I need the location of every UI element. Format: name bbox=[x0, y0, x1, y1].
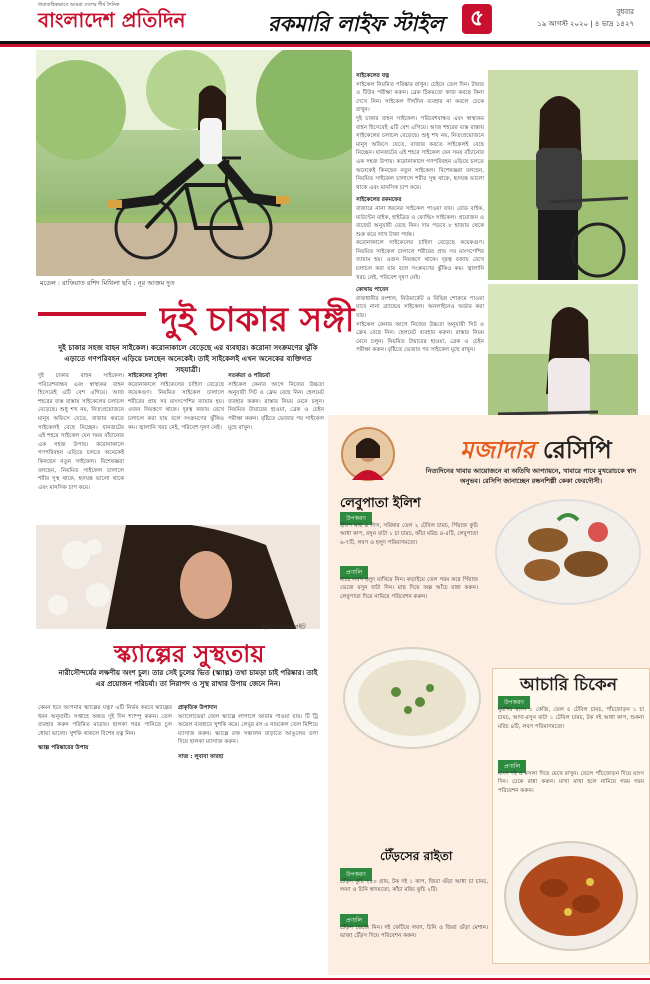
article-column-1 bbox=[38, 372, 124, 512]
scalp-col2-text: অ্যালোভেরা জেল স্ক্যাল্পে লাগালে আরাম পাওয়া যায়। টি ট্রি অয়েল ব্যবহারে খুশকি কমে। লেবুর রস ও নারকেল তেল মিশিয়ে ম্যাসাজ করুন। স্ক্যাল্পে রক্ত সঞ্চালন বাড়াতে আঙুলের ডগা দিয়ে হালকা ম্যাসাজ করুন। bbox=[178, 713, 318, 746]
right-text-column bbox=[356, 72, 484, 468]
right-photo-top bbox=[488, 70, 638, 280]
col2-text: করোনাকালে সাইকেলের চাহিদা বেড়েছে কয়েকগুণ। নিয়মিত সাইকেল চালালে শরীরের প্রায় সব মাংসপেশির ব্যায়াম হয়। ওজন নিয়ন্ত্রণে থাকে। দূরত্ব বজায় রেখে চলাচল করা যায় বলে সংক্রমণের ঝুঁকিও কম। জ্বালানি খরচ নেই, পরিবেশ দূষণ নেই। bbox=[128, 381, 224, 431]
article-headline: দুই চাকার সঙ্গী bbox=[160, 300, 355, 340]
dateline bbox=[537, 6, 634, 30]
right-paragraph-2b: করোনাকালে সাইকেলের চাহিদা বেড়েছে কয়েকগুণ। নিয়মিত সাইকেল চালালে শরীরের প্রায় সব মাংসপেশির ব্যায়াম হয়। ওজন নিয়ন্ত্রণে থাকে। দূরত্ব বজায় রেখে চলাচল করা যায় বলে সংক্রমণের ঝুঁকিও কম। জ্বালানি খরচ নেই, পরিবেশ দূষণ নেই। bbox=[356, 240, 484, 281]
dish-2-ingredients: টেঁড়স কুচি ২৫০ গ্রাম, টক দই ১ কাপ, জিরা গুঁড়া আধা চা চামচ, লবণ ও চিনি স্বাদমতো, কাঁচা মরিচ কুচি ২টি। bbox=[340, 879, 488, 894]
page-number: ৫ bbox=[462, 4, 492, 34]
dish-1-photo bbox=[488, 490, 646, 610]
scalp-lead: নারীসৌন্দর্যের লক্ষণীয় অংশ চুল। তার সেই চুলের ভিত (স্ক্যাল্প) তথা চামড়া চাই পরিষ্কার। তাই এর প্রয়োজন পরিচর্যা। তা নিরাপদ ও সুস্থ রাখার উপায় জেনে নিন। bbox=[58, 669, 318, 688]
cyclist-portrait-1 bbox=[488, 70, 638, 280]
lemon-hilsa-illustration bbox=[488, 490, 646, 610]
dish-3-method-tag: প্রণালি bbox=[498, 760, 526, 773]
main-photo-cyclist bbox=[36, 50, 352, 276]
right-paragraph-3: রাজধানীর বংশাল, নিউমার্কেট ও বিভিন্ন শোরুমে পাওয়া যাবে নানা ব্র্যান্ডের সাইকেল। অনলাইনেও অর্ডার করা যায়। bbox=[356, 295, 484, 320]
article-column-3 bbox=[228, 372, 324, 512]
achari-chicken-illustration bbox=[498, 832, 644, 958]
dish-2-method-tag: প্রণালি bbox=[340, 914, 368, 927]
recipe-title-right: রেসিপি bbox=[542, 436, 612, 464]
right-paragraph-3b: সাইকেল কেনার আগে নিজের উচ্চতা অনুযায়ী সিট ও ফ্রেম বেছে নিন। হেলমেট ব্যবহার করুন। রাস্তার নিয়ম মেনে চলুন। নিয়মিত টায়ারের হাওয়া, ব্রেক ও চেইন পরীক্ষা করুন। বৃষ্টিতে ভেজার পর সাইকেল মুছে রাখুন। bbox=[356, 321, 484, 354]
dish-2-photo bbox=[336, 636, 488, 758]
day: বুধবার bbox=[616, 8, 634, 16]
right-paragraph-1b: দুই চাকার বাহন সাইকেল। পরিবেশবান্ধব এবং স্বাস্থ্যকর বাহন হিসেবেই এটি বেশ এগিয়ে। আজ শহরের ব্যস্ত রাস্তায় সাইকেলের চলাচল বেড়েছে। শুধু শখ নয়, নিত্যপ্রয়োজনে মানুষ অফিসে যেতে, বাজার করতে সাইকেলই বেছে নিচ্ছেন। যানজটের এই শহরে সাইকেল যেন সময় বাঁচানোর এক সহজ উপায়। করোনাকালে গণপরিবহন এড়িয়ে চলতে অনেকেই কিনছেন নতুন সাইকেল। বিশেষজ্ঞরা বলছেন, নিয়মিত সাইকেল চালালে শরীর সুস্থ থাকে, হৃদযন্ত্র ভালো থাকে এবং মানসিক চাপ কমে। bbox=[356, 115, 484, 191]
okra-raita-illustration bbox=[336, 636, 488, 758]
scalp-column-2 bbox=[178, 704, 318, 974]
col3-text: সাইকেল কেনার আগে নিজের উচ্চতা অনুযায়ী সিট ও ফ্রেম বেছে নিন। হেলমেট ব্যবহার করুন। রাস্তার নিয়ম মেনে চলুন। নিয়মিত টায়ারের হাওয়া, ব্রেক ও চেইন পরীক্ষা করুন। বৃষ্টিতে ভেজার পর সাইকেল মুছে রাখুন। bbox=[228, 381, 324, 431]
right-subhead-3: কোথায় পাবেন bbox=[356, 287, 389, 294]
right-paragraph-2: বাজারে নানা ধরনের সাইকেল পাওয়া যায়। রোড বাইক, মাউন্টেন বাইক, হাইব্রিড ও ফোল্ডিং সাইকেল। প্রয়োজন ও বাজেট অনুযায়ী বেছে নিন। দাম পড়বে ৮ হাজার থেকে শুরু করে লাখ টাকা পর্যন্ত। bbox=[356, 205, 484, 238]
recipe-title-left: মজাদার bbox=[460, 436, 535, 464]
newspaper-logo[interactable]: বাংলাদেশ প্রতিদিন bbox=[38, 8, 186, 32]
scalp-credit-end: সাজ : লুবাবা ফারহা bbox=[178, 753, 224, 760]
dish-2-ingredients-tag: উপকরণ bbox=[340, 868, 372, 881]
dish-3-ingredients-tag: উপকরণ bbox=[498, 696, 530, 709]
article-column-2 bbox=[128, 372, 224, 512]
dish-3-title: আচারি চিকেন bbox=[520, 675, 617, 695]
col1-text: দুই চাকার বাহন সাইকেল। পরিবেশবান্ধব এবং স্বাস্থ্যকর বাহন হিসেবেই এটি বেশ এগিয়ে। আজ শহরের ব্যস্ত রাস্তায় সাইকেলের চলাচল বেড়েছে। শুধু শখ নয়, নিত্যপ্রয়োজনে মানুষ অফিসে যেতে, বাজার করতে সাইকেলই বেছে নিচ্ছেন। যানজটের এই শহরে সাইকেল যেন সময় বাঁচানোর এক সহজ উপায়। করোনাকালে গণপরিবহন এড়িয়ে চলতে অনেকেই কিনছেন নতুন সাইকেল। বিশেষজ্ঞরা বলছেন, নিয়মিত সাইকেল চালালে শরীর সুস্থ থাকে, হৃদযন্ত্র ভালো থাকে এবং মানসিক চাপ কমে। bbox=[38, 373, 124, 491]
section-title: রকমারি লাইফ স্টাইল bbox=[268, 12, 444, 36]
scalp-column-1 bbox=[38, 704, 172, 974]
scalp-photo-credit: ছবি : ওয়েবসাইট bbox=[262, 623, 306, 631]
dish-1-title: লেবুপাতা ইলিশ bbox=[340, 496, 421, 511]
scalp-col1-subhead: স্ক্যাল্প পরিষ্কারের উপায় bbox=[38, 745, 89, 752]
date: ১৯ আগস্ট ২০২০ | ৪ ভাদ্র ১৪২৭ bbox=[537, 20, 634, 28]
chef-avatar bbox=[336, 424, 400, 484]
main-photo-credit: মডেল : রাফিয়াত রশিদ মিথিলা ছবি : নূর আজম দুত bbox=[40, 279, 175, 287]
scalp-photo bbox=[36, 525, 320, 629]
dish-1-ingredients: ইলিশ মাছ ৪ পিস, সরিষার তেল ২ টেবিল চামচ, পিঁয়াজ কুচি আধা কাপ, রসুন বাটা ১ চা চামচ, কাঁচা মরিচ ৪-৫টি, লেবুপাতা ৬-৭টি, লবণ ও হলুদ পরিমাণমতো। bbox=[340, 523, 478, 546]
right-paragraph-1: সাইকেল নিয়মিত পরিষ্কার রাখুন। চেইনে তেল দিন। টায়ার ও টিউব পরীক্ষা করুন। ব্রেক ঠিকমতো কাজ করছে কিনা দেখে নিন। সাইকেল দীর্ঘদিন ব্যবহার না করলে ঢেকে রাখুন। bbox=[356, 81, 484, 114]
right-subhead-2: সাইকেলের রকমফের bbox=[356, 197, 402, 204]
dish-3-method: মাংস দই ও মসলা দিয়ে মেখে রাখুন। তেলে পাঁচফোড়ন দিয়ে মাংস দিন। ঢেকে রান্না করুন। মাখা মাখা হলে নামিয়ে গরম গরম পরিবেশন করুন। bbox=[498, 771, 644, 794]
headline-accent bbox=[38, 312, 146, 316]
scalp-col1-text: কেমন হবে আপনার স্ক্যাল্পের যত্ন? এটি নির্ভর করবে স্ক্যাল্পের ধরন অনুযায়ী। সপ্তাহে অন্তত দুই দিন শ্যাম্পু করুন। তেল ব্যবহার করুন পরিমিত মাত্রায়। হালকা গরম পানিতে চুল ধোয়া ভালো। খুশকি থাকলে বিশেষ যত্ন নিন। bbox=[38, 705, 172, 737]
chef-portrait bbox=[336, 424, 400, 484]
dish-1-method-tag: প্রণালি bbox=[340, 566, 368, 579]
dish-2-title: টেঁড়সের রাইতা bbox=[380, 849, 453, 863]
model-hair-illustration bbox=[36, 525, 320, 629]
header-rule bbox=[0, 44, 650, 47]
cyclist-illustration bbox=[36, 50, 352, 276]
masthead bbox=[0, 0, 650, 44]
col2-subhead: সাইকেলের সুবিধা bbox=[128, 373, 167, 379]
footer-rule bbox=[0, 978, 650, 980]
dish-3-ingredients: মুরগির মাংস ১ কেজি, তেল ৫ টেবিল চামচ, পাঁচফোড়ন ১ চা চামচ, আদা-রসুন বাটা ১ টেবিল চামচ, টক দই আধা কাপ, শুকনা মরিচ ৪টি, লবণ পরিমাণমতো। bbox=[498, 707, 644, 730]
logo-tagline: ধারাবাহিকভাবে আমরা দেশের শীর্ষ দৈনিক bbox=[38, 2, 120, 8]
scalp-col2-subhead: প্রাকৃতিক উপাদান bbox=[178, 705, 218, 711]
dish-3-photo bbox=[498, 832, 644, 958]
right-subhead-1: সাইকেলের যত্ন bbox=[356, 73, 390, 79]
scalp-headline: স্ক্যাল্পের সুস্থতায় bbox=[114, 639, 265, 668]
article-lead: দুই চাকার সহজ বাহন সাইকেল। করোনাকালে বেড়েছে এর ব্যবহার। করোনা সংক্রমণের ঝুঁকি এড়াতে গণপরিবহন এড়িয়ে চলছেন অনেকেই। তাই সাইকেলই এখন অনেকের ব্যক্তিগত সহযাত্রী। bbox=[58, 343, 318, 374]
dish-1-method: মাছে লবণ হলুদ মাখিয়ে নিন। কড়াইয়ে তেল গরম করে পিঁয়াজ ভেজে রসুন বাটা দিন। মাছ দিয়ে অল্প আঁচে রান্না করুন। লেবুপাতা দিয়ে নামিয়ে পরিবেশন করুন। bbox=[340, 577, 478, 600]
recipe-lead: নিত্যদিনের খাবার আয়োজনে বা অতিথি আপ্যায়নে, খাবারে পাবে মুখরোচকে স্বাদ অনুভব। রেসিপি জানাচ্ছেন রন্ধনশিল্পী কেকা ফেরদৌসী। bbox=[425, 467, 637, 485]
col3-subhead: সতর্কতা ও পরিচর্যা bbox=[228, 373, 270, 379]
dish-1-ingredients-tag: উপকরণ bbox=[340, 512, 372, 525]
dish-2-method: টেঁড়স ভেজে নিন। দই ফেটিয়ে লবণ, চিনি ও জিরা গুঁড়া মেশান। ভাজা টেঁড়স দিয়ে পরিবেশন করুন। bbox=[340, 925, 488, 940]
